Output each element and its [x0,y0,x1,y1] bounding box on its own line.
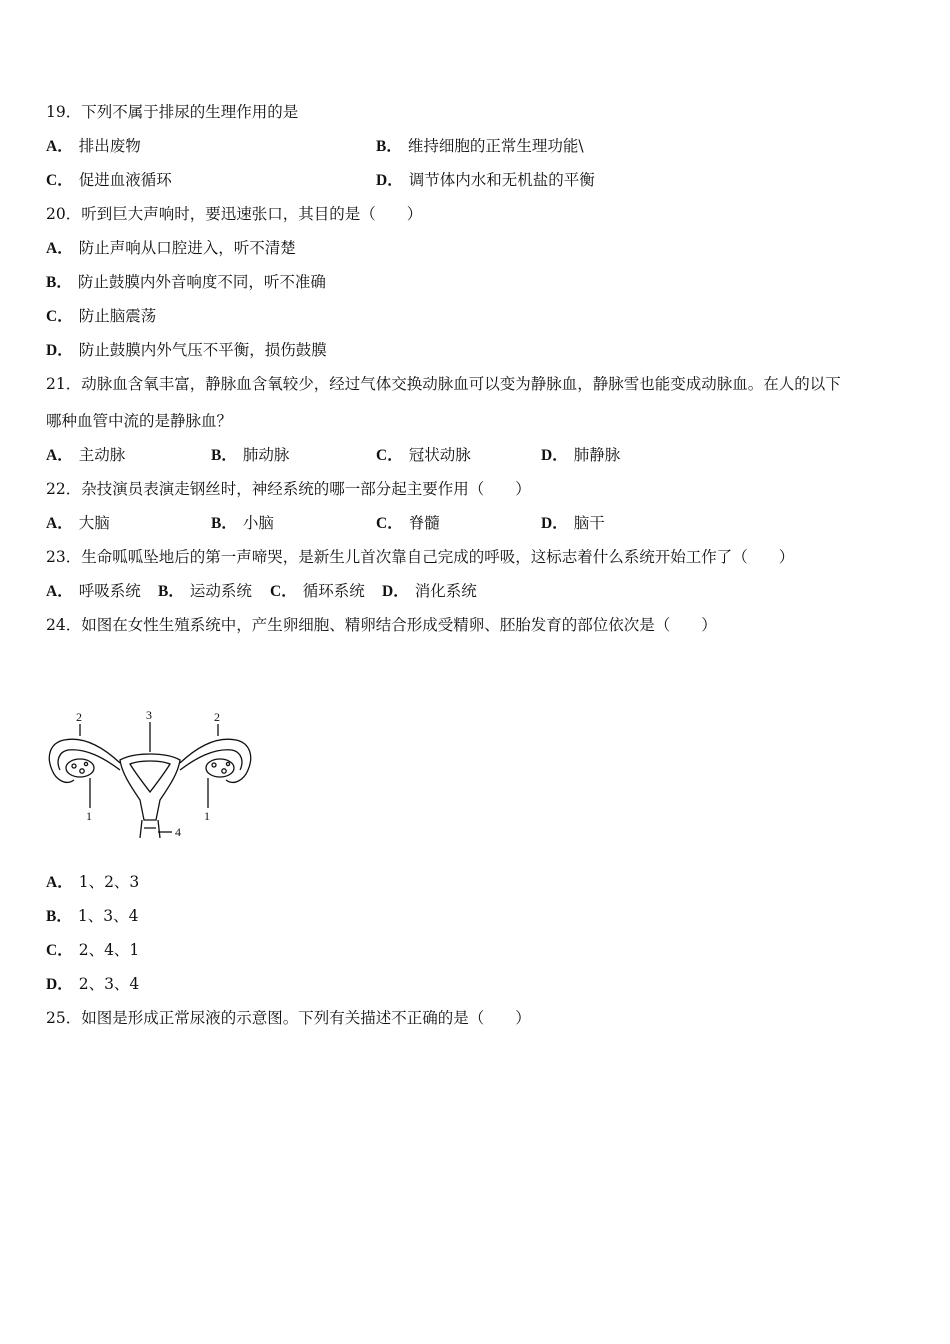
option-label: B． [376,138,402,155]
option-text: 2、3、4 [78,975,140,993]
q20-option-a [46,238,296,259]
option-text: 主动脉 [78,446,126,464]
option-label: A． [46,515,73,532]
option-label: D． [46,342,73,359]
q22-option-c [376,513,440,534]
option-text: 2、4、1 [78,941,140,959]
option-label: A． [46,583,73,600]
option-label: A． [46,240,73,257]
q22-option-b [211,513,274,534]
q24-option-d [46,974,139,995]
q23-option-a [46,581,141,602]
option-text: 肺静脉 [573,446,621,464]
option-label: C． [270,583,297,600]
q20-option-c [46,306,156,327]
label-1-right: 1 [204,809,210,823]
q24-stem: 24．如图在女性生殖系统中，产生卵细胞、精卵结合形成受精卵、胚胎发育的部位依次是（ ） [46,616,717,634]
option-text: 运动系统 [189,582,252,600]
option-text: 脊髓 [408,514,440,532]
right-ovary [206,759,234,777]
option-text: 促进血液循环 [78,171,172,189]
left-ovary [66,759,94,777]
option-text: 小脑 [242,514,274,532]
q19-stem: 19．下列不属于排尿的生理作用的是 [46,103,299,121]
option-label: C． [46,308,73,325]
option-label: B． [211,515,237,532]
option-text: 1、2、3 [78,873,140,891]
option-label: C． [46,172,73,189]
option-text: 排出废物 [78,137,141,155]
option-label: D． [46,976,73,993]
q24-option-a [46,872,139,893]
option-label: D． [541,515,568,532]
option-text: 调节体内水和无机盐的平衡 [408,171,595,189]
option-label: D． [541,447,568,464]
q19-option-c [46,170,172,191]
option-text: 1、3、4 [77,907,139,925]
option-label: D． [376,172,403,189]
option-text: 防止鼓膜内外气压不平衡，损伤鼓膜 [78,341,327,359]
q23-option-d [382,581,477,602]
option-label: A． [46,874,73,891]
option-label: A． [46,138,73,155]
option-label: C． [376,447,403,464]
q19-option-a [46,136,141,157]
option-label: B． [46,274,72,291]
q24-option-c [46,940,139,961]
option-label: C． [46,942,73,959]
q23-option-b [158,581,252,602]
q19-option-b [376,136,584,157]
q22-option-a [46,513,110,534]
option-text: 呼吸系统 [78,582,141,600]
option-label: B． [158,583,184,600]
q21-stem-line-2: 哪种血管中流的是静脉血？ [46,412,233,430]
label-2-right: 2 [214,710,220,724]
label-2-left: 2 [76,710,82,724]
label-1-left: 1 [86,809,92,823]
q20-option-d [46,340,327,361]
option-text: 消化系统 [414,582,477,600]
option-label: B． [46,908,72,925]
option-text: 维持细胞的正常生理功能\ [407,137,584,155]
label-3: 3 [146,708,152,722]
q22-stem: 22．杂技演员表演走钢丝时，神经系统的哪一部分起主要作用（ ） [46,480,531,498]
q22-option-d [541,513,605,534]
q21-option-c [376,445,471,466]
q23-option-c [270,581,365,602]
q24-option-b [46,906,138,927]
q23-stem: 23．生命呱呱坠地后的第一声啼哭，是新生儿首次靠自己完成的呼吸，这标志着什么系统开始工作了（ ） [46,548,795,566]
q19-option-d [376,170,595,191]
option-text: 循环系统 [302,582,365,600]
q20-stem: 20．听到巨大声响时，要迅速张口，其目的是（ ） [46,205,423,223]
q21-option-b [211,445,289,466]
label-4: 4 [175,825,181,839]
option-label: C． [376,515,403,532]
option-text: 防止声响从口腔进入，听不清楚 [78,239,296,257]
q21-stem-line-1: 21．动脉血含氧丰富，静脉血含氧较少，经过气体交换动脉血可以变为静脉血，静脉雪也能变成动脉血。在人的以下 [46,375,841,393]
q25-stem: 25．如图是形成正常尿液的示意图。下列有关描述不正确的是（ ） [46,1009,531,1027]
option-label: A． [46,447,73,464]
option-label: B． [211,447,237,464]
female-reproductive-system-diagram [44,708,256,842]
q21-option-d [541,445,620,466]
option-text: 冠状动脉 [408,446,471,464]
q20-option-b [46,272,326,293]
option-label: D． [382,583,409,600]
option-text: 防止脑震荡 [78,307,157,325]
uterus [120,754,180,820]
vagina [140,820,160,838]
q21-option-a [46,445,125,466]
option-text: 大脑 [78,514,110,532]
option-text: 防止鼓膜内外音响度不同，听不准确 [77,273,326,291]
option-text: 脑干 [573,514,605,532]
option-text: 肺动脉 [242,446,290,464]
